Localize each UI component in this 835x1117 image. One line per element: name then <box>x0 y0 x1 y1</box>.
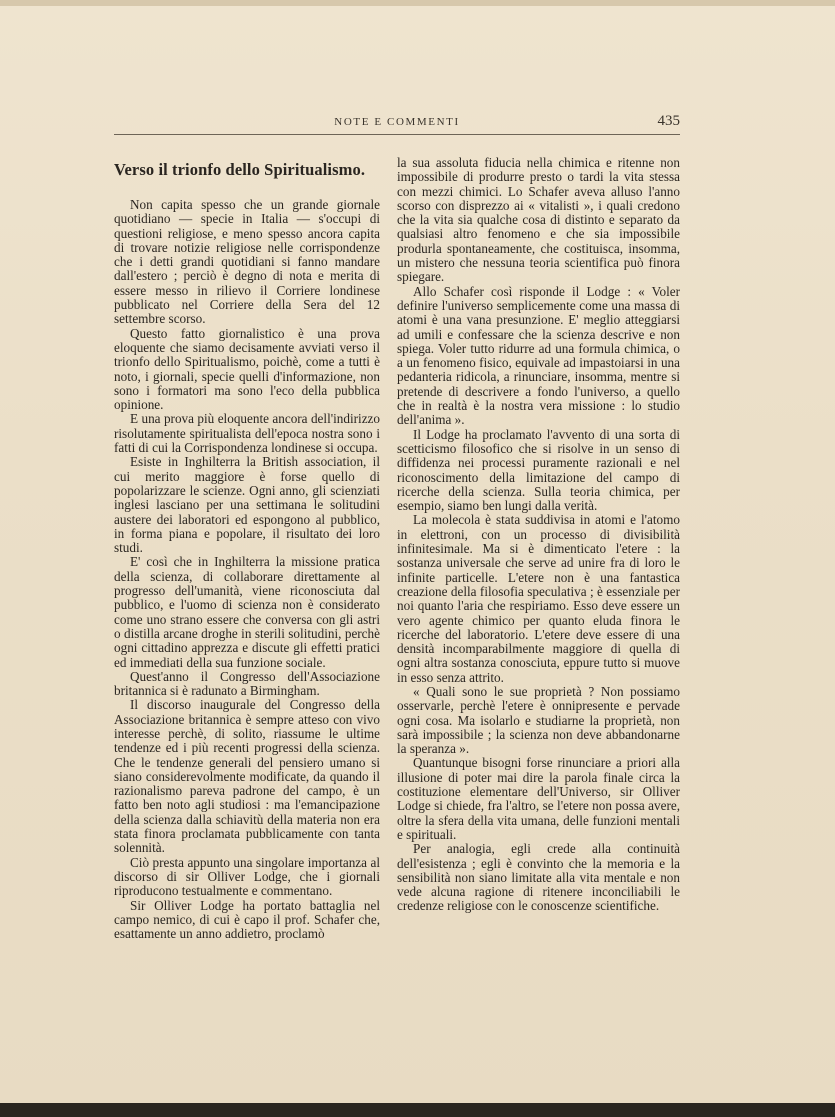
section-title: NOTE E COMMENTI <box>334 116 460 128</box>
paragraph: E' così che in Inghilterra la missione pratica della scienza, di collaborare direttamente al progresso dell'umanità, viene riconosciuta dal pubblico, e l'uomo di scienza non è considerato come uno strano essere che conversa con gli astri o distilla arcane droghe in sterili solitudini, perchè ogni cittadino apprezza e discute gli effetti pratici ed immediati della sua funzione sociale. <box>114 554 380 670</box>
paragraph: Il discorso inaugurale del Congresso della Associazione britannica è sempre atteso con vivo interesse perchè, di solito, riassume le ultime tendenze ed i più recenti progressi della scienza. Che le tendenze generali del pensiero umano si siano considerevolmente modificate, da quando il razionalismo pareva padrone del campo, è un fatto ben noto agli studiosi : ma l'emancipazione della scienza dalla schiavitù della materia non era stata finora proclamata pubblicamente con tanta solennità. <box>114 697 380 856</box>
page-number: 435 <box>657 113 680 129</box>
paragraph: Per analogia, egli crede alla continuità dell'esistenza ; egli è convinto che la memoria e la sensibilità non siano limitate alla vita mentale e non vede alcuna ragione di ritenere inconciliabili le credenze religiose con le conoscenze scientifiche. <box>397 841 680 914</box>
right-column <box>397 156 680 914</box>
paragraph: Quest'anno il Congresso dell'Associazione britannica si è radunato a Birmingham. <box>114 668 380 699</box>
paragraph: Esiste in Inghilterra la British association, il cui merito maggiore è forse quello di popolarizzare le scienze. Ogni anno, gli scienziati inglesi lasciano per una settimana le solitudini austere dei laboratori ed espongono al pubblico, in forma piana e popolare, il risultato dei loro studi. <box>114 454 380 556</box>
paragraph: « Quali sono le sue proprietà ? Non possiamo osservarle, perchè l'etere è onnipresente e pervade ogni cosa. Ma isolarlo e studiarne la proprietà, non sarà impossibile ; la scienza non deve abbandonarne la speranza ». <box>397 683 680 757</box>
paragraph: E una prova più eloquente ancora dell'indirizzo risolutamente spiritualista dell'epoca nostra sono i fatti di cui la Corrispondenza londinese si occupa. <box>114 411 380 456</box>
header-rule <box>114 134 680 135</box>
page-top-edge <box>0 0 835 6</box>
left-column <box>114 156 380 941</box>
paragraph: Quantunque bisogni forse rinunciare a priori alla illusione di poter mai dire la parola finale circa la costituzione elementare dell'Universo, sir Olliver Lodge si chiede, fra l'altro, se l'etere non possa avere, oltre la sfera della vita umana, delle funzioni mentali e spirituali. <box>397 755 680 842</box>
paragraph: Questo fatto giornalistico è una prova eloquente che siamo decisamente avviati verso il trionfo dello Spiritualismo, poichè, come a tutti è noto, i giornali, specie quelli d'informazione, non sono i formatori ma sono l'eco della pubblica opinione. <box>114 325 380 413</box>
running-header <box>114 112 680 134</box>
article-title: Verso il trionfo dello Spiritualismo. <box>114 160 366 179</box>
paragraph: la sua assoluta fiducia nella chimica e ritenne non impossibile di produrre presto o tardi la vita stessa con mezzi chimici. Lo Schafer aveva alluso l'anno scorso con disprezzo ai « vitalisti », i quali credono che la vita sia qualche cosa di distinto e separato da qualsiasi altro fenomeno e che sia impossibile produrla spontaneamente, che costituisca, insomma, un mistero che nessuna teoria scientifica può finora spiegare. <box>397 155 680 285</box>
paragraph: Ciò presta appunto una singolare importanza al discorso di sir Olliver Lodge, che i giornali riproducono testualmente e commentano. <box>114 854 380 899</box>
page-bottom-edge <box>0 1103 835 1117</box>
paragraph: Allo Schafer così risponde il Lodge : « Voler definire l'universo semplicemente come una massa di atomi è una vana presunzione. E' meglio atteggiarsi ad umili e confessare che la scienza descrive e non spiega. Voler tutto ridurre ad una formula chimica, o a un fenomeno fisico, equivale ad impastoiarsi in una pedanteria ridicola, a rinunciare, insomma, mentre si pretende di descrivere a fondo l'universo, a quello che in realtà è la nostra vera missione : lo studio dell'anima ». <box>397 283 680 428</box>
paragraph: Il Lodge ha proclamato l'avvento di una sorta di scetticismo filosofico che si risolve in un senso di diffidenza nei processi puramente razionali e nel riconoscimento della limitazione del campo di ricerche della scienza. Sulla teoria chimica, per esempio, siamo ben lungi dalla verità. <box>397 426 680 514</box>
paragraph: La molecola è stata suddivisa in atomi e l'atomo in elettroni, con un processo di divisibilità infinitesimale. Ma si è dimenticato l'etere : la sostanza universale che serve ad unire fra di loro le infinite particelle. L'etere non è una fantastica creazione della filosofia speculativa ; è essenziale per noi quanto l'aria che respiriamo. Esso deve essere un vero agente chimico per quanto eluda finora le ricerche del laboratorio. L'etere deve essere di una densità incomparabilmente maggiore di quella di ogni altra sostanza conosciuta, eppure tutto si muove in esso senza attrito. <box>397 512 680 685</box>
paragraph: Sir Olliver Lodge ha portato battaglia nel campo nemico, di cui è capo il prof. Schafer che, esattamente un anno addietro, proclamò <box>114 897 380 942</box>
paragraph: Non capita spesso che un grande giornale quotidiano — specie in Italia — s'occupi di questioni religiose, e meno spesso ancora capita di trovare notizie religiose nelle corrispondenze che i detti grandi quotidiani si fanno mandare dall'estero ; perciò è degno di nota e merita di essere messo in rilievo il Corriere londinese pubblicato nel Corriere della Sera del 12 settembre scorso. <box>114 197 380 327</box>
